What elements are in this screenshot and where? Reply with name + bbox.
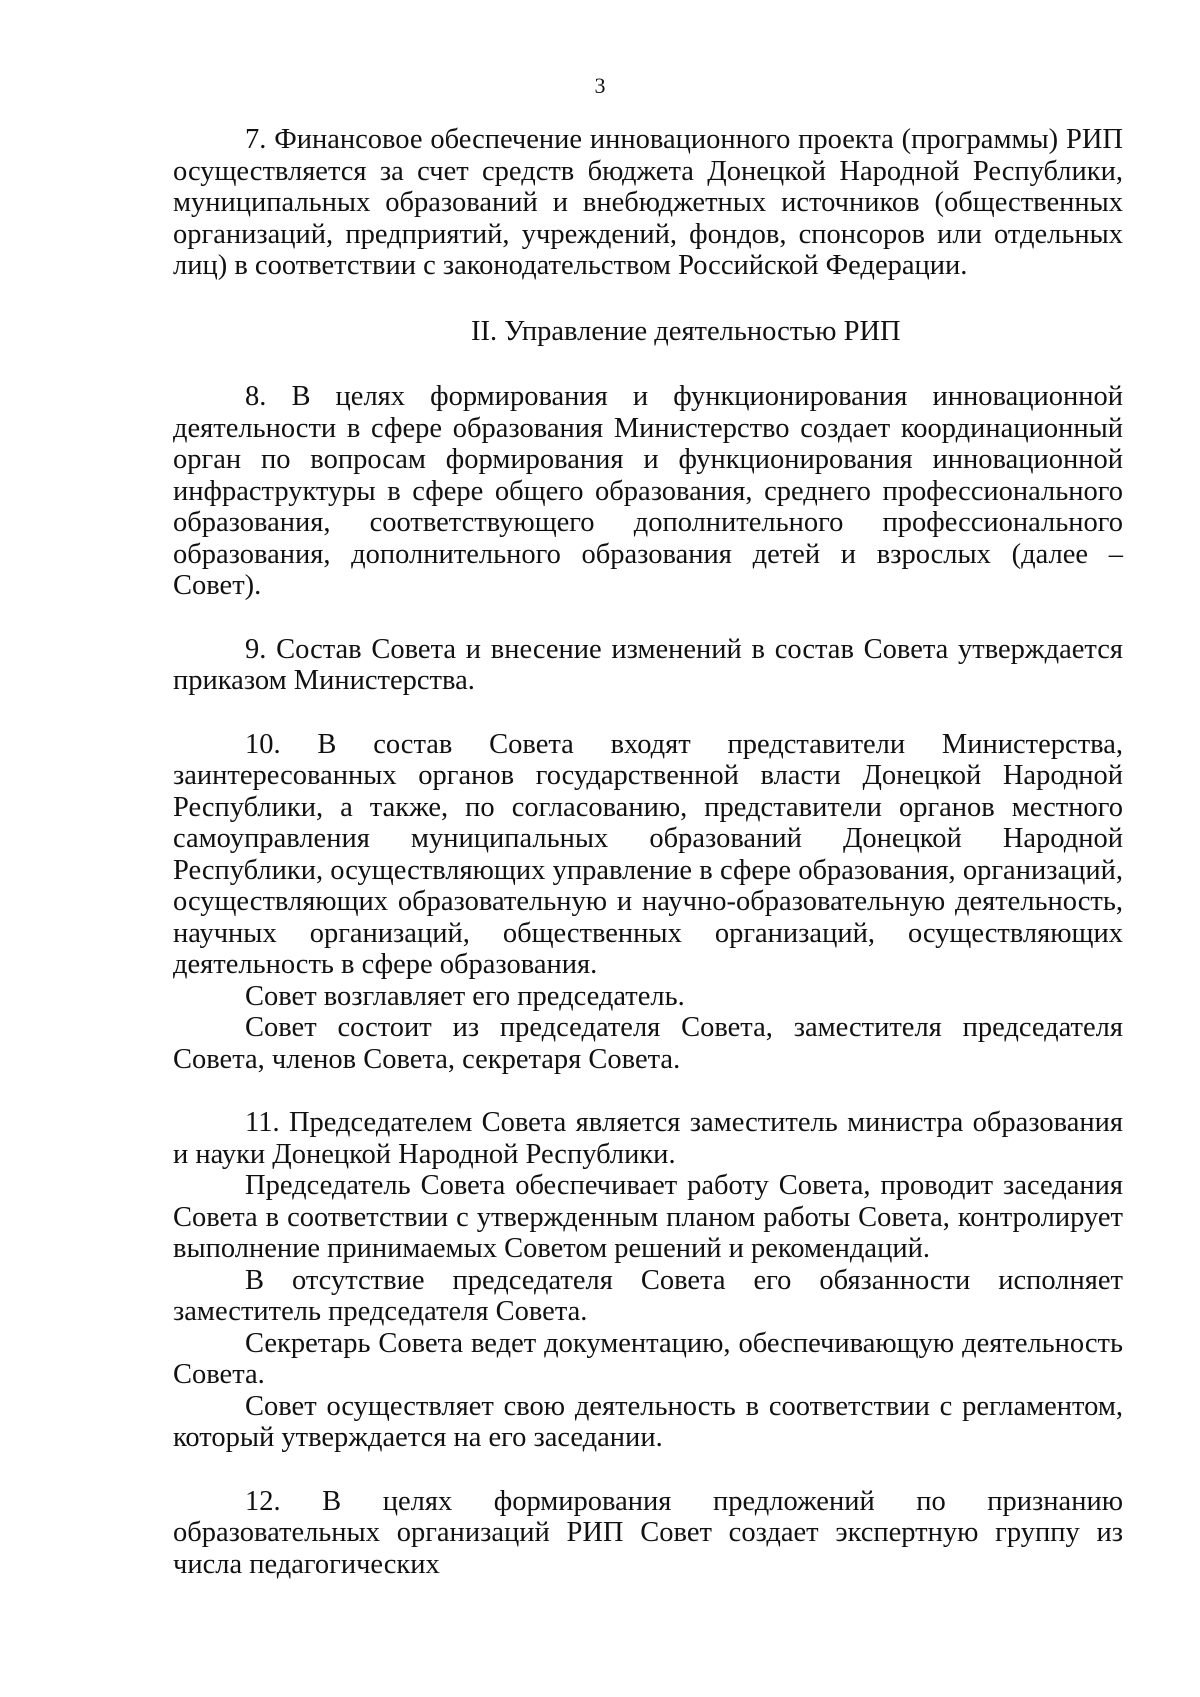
paragraph-9: 9. Состав Совета и внесение изменений в состав Совета утверждается приказом Министерства.	[173, 633, 1123, 696]
paragraph-11-duties: Председатель Совета обеспечивает работу Совета, проводит заседания Совета в соответствии с утвержденным планом работы Совета, контролирует выполнение принимаемых Советом решений и рекомендаций.	[173, 1170, 1123, 1264]
paragraph-11-regulation: Совет осуществляет свою деятельность в соответствии с регламентом, который утверждается на его заседании.	[173, 1390, 1123, 1453]
paragraph-10-composition: Совет состоит из председателя Совета, заместителя председателя Совета, членов Совета, секретаря Совета.	[173, 1012, 1123, 1075]
section-title: II. Управление деятельностью РИП	[471, 315, 901, 347]
paragraph-11: 11. Председателем Совета является заместитель министра образования и науки Донецкой Народной Республики.	[173, 1107, 1123, 1170]
paragraph-11-deputy: В отсутствие председателя Совета его обязанности исполняет заместитель председателя Совета.	[173, 1264, 1123, 1327]
paragraph-10-chair: Совет возглавляет его председатель.	[245, 980, 685, 1012]
paragraph-8: 8. В целях формирования и функционирования инновационной деятельности в сфере образования Министерство создает координационный орган по вопросам формирования и функционирования инновационной инфраструктуры в сфере общего образования, среднего профессионального образования, соответствующего дополнительного профессионального образования, дополнительного образования детей и взрослых (далее – Совет).	[173, 381, 1123, 601]
paragraph-10: 10. В состав Совета входят представители Министерства, заинтересованных органов государственной власти Донецкой Народной Республики, а также, по согласованию, представители органов местного самоуправления муниципальных образований Донецкой Народной Республики, осуществляющих управление в сфере образования, организаций, осуществляющих образовательную и научно-образовательную деятельность, научных организаций, общественных организаций, осуществляющих деятельность в сфере образования.	[173, 728, 1123, 980]
page-number: 3	[594, 73, 606, 98]
paragraph-7: 7. Финансовое обеспечение инновационного проекта (программы) РИП осуществляется за счет средств бюджета Донецкой Народной Республики, муниципальных образований и внебюджетных источников (общественных организаций, предприятий, учреждений, фондов, спонсоров или отдельных лиц) в соответствии с законодательством Российской Федерации.	[173, 124, 1123, 281]
document-body	[173, 124, 1123, 1580]
paragraph-12: 12. В целях формирования предложений по признанию образовательных организаций РИП Совет создает экспертную группу из числа педагогических	[173, 1485, 1123, 1580]
paragraph-11-secretary: Секретарь Совета ведет документацию, обеспечивающую деятельность Совета.	[173, 1327, 1123, 1390]
